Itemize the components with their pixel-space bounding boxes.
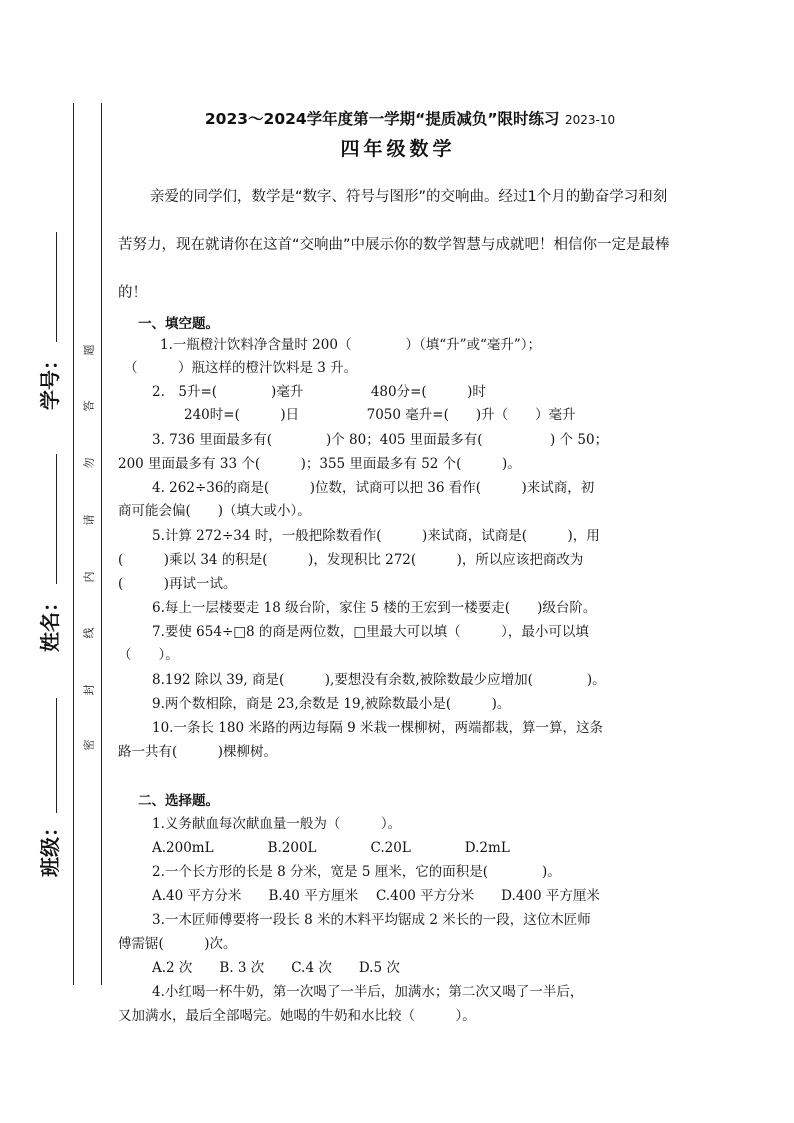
question-line: 傅需锯( )次。	[118, 936, 237, 952]
question-line: 6.每上一层楼要走 18 级台阶，家住 5 楼的王宏到一楼要走( )级台阶。	[152, 600, 597, 616]
seal-char: 密	[82, 739, 96, 751]
question-line: 4.小红喝一杯牛奶，第一次喝了一半后，加满水；第二次又喝了一半后，	[152, 984, 584, 1000]
seal-char: 勿	[82, 457, 96, 469]
question-line: 8.192 除以 39, 商是( ),要想没有余数,被除数最少应增加( )。	[152, 672, 606, 688]
option-line: A.200mL B.200L C.20L D.2mL	[152, 840, 510, 856]
seal-char: 线	[82, 627, 96, 639]
seal-char: 答	[82, 400, 96, 412]
question-line: 商可能会偏( )（填大或小）。	[118, 503, 311, 519]
title-text: 2023～2024学年度第一学期“提质减负”限时练习	[204, 110, 560, 128]
binding-line-outer	[73, 103, 74, 985]
page-subtitle: 四年级数学	[340, 138, 456, 160]
question-line: 1.一瓶橙汁饮料净含量时 200（ ）（填“升”或“毫升”）；	[160, 337, 542, 353]
question-line: 2.一个长方形的长是 8 分米，宽是 5 厘米，它的面积是( )。	[152, 864, 561, 880]
question-line: 200 里面最多有 33 个( )；355 里面最多有 52 个( )。	[118, 456, 521, 472]
section-title-choice: 二、选择题。	[138, 793, 219, 809]
question-line: 又加满水，最后全部喝完。她喝的牛奶和水比较（ ）。	[118, 1008, 476, 1024]
question-line: 10.一条长 180 米路的两边每隔 9 米栽一棵柳树，两端都栽，算一算，这条	[152, 720, 603, 736]
binding-line-inner	[101, 103, 102, 985]
name-label: 姓名：	[38, 592, 62, 652]
question-line: ( )再试一试。	[118, 576, 237, 592]
question-line: ( )乘以 34 的积是( )，发现积比 272( )，所以应该把商改为	[118, 552, 584, 568]
seal-char: 题	[82, 344, 96, 356]
question-line: 2. 5升=( )毫升 480分=( )时	[152, 384, 486, 400]
question-line: 7.要使 654÷□8 的商是两位数，□里最大可以填（ ），最小可以填	[152, 624, 589, 640]
question-line: 9.两个数相除，商是 23,余数是 19,被除数最小是( )。	[152, 696, 511, 712]
question-line: 路一共有( )棵柳树。	[118, 744, 278, 760]
class-label: 班级：	[38, 817, 62, 877]
option-line: A.40 平方分米 B.40 平方厘米 C.400 平方分米 D.400 平方厘米	[152, 888, 600, 904]
section-title-fill-blank: 一、填空题。	[138, 316, 219, 332]
seal-char: 内	[82, 571, 96, 583]
option-line: A.2 次 B. 3 次 C.4 次 D.5 次	[152, 960, 400, 976]
name-field[interactable]	[56, 454, 57, 584]
question-line: 4. 262÷36的商是( )位数，试商可以把 36 看作( )来试商，初	[152, 480, 595, 496]
question-line: 5.计算 272÷34 时，一般把除数看作( )来试商，试商是( )，用	[152, 528, 600, 544]
page-title	[130, 107, 690, 129]
question-line: 240时=( )日 7050 毫升=( )升（ ）毫升	[184, 407, 576, 423]
question-line: （ ）。	[118, 647, 179, 663]
title-date: 2023-10	[564, 113, 616, 127]
student-no-field[interactable]	[56, 232, 57, 342]
seal-char: 封	[82, 684, 96, 696]
intro-paragraph: 亲爱的同学们，数学是“数字、符号与图形”的交响曲。经过1个月的勤奋学习和刻苦努力，现在就请你在这首“交响曲”中展示你的数学智慧与成就吧！相信你一定是最棒的！	[118, 189, 670, 301]
seal-char: 请	[82, 514, 96, 526]
student-no-label: 学号：	[38, 350, 62, 410]
question-line: （ ）瓶这样的橙汁饮料是 3 升。	[124, 360, 358, 376]
question-line: 3. 736 里面最多有( )个 80；405 里面最多有( ) 个 50；	[152, 432, 609, 448]
question-line: 3.一木匠师傅要将一段长 8 米的木料平均锯成 2 米长的一段，这位木匠师	[152, 912, 591, 928]
class-field[interactable]	[56, 698, 57, 813]
question-line: 1.义务献血每次献血量一般为（ ）。	[152, 816, 402, 832]
